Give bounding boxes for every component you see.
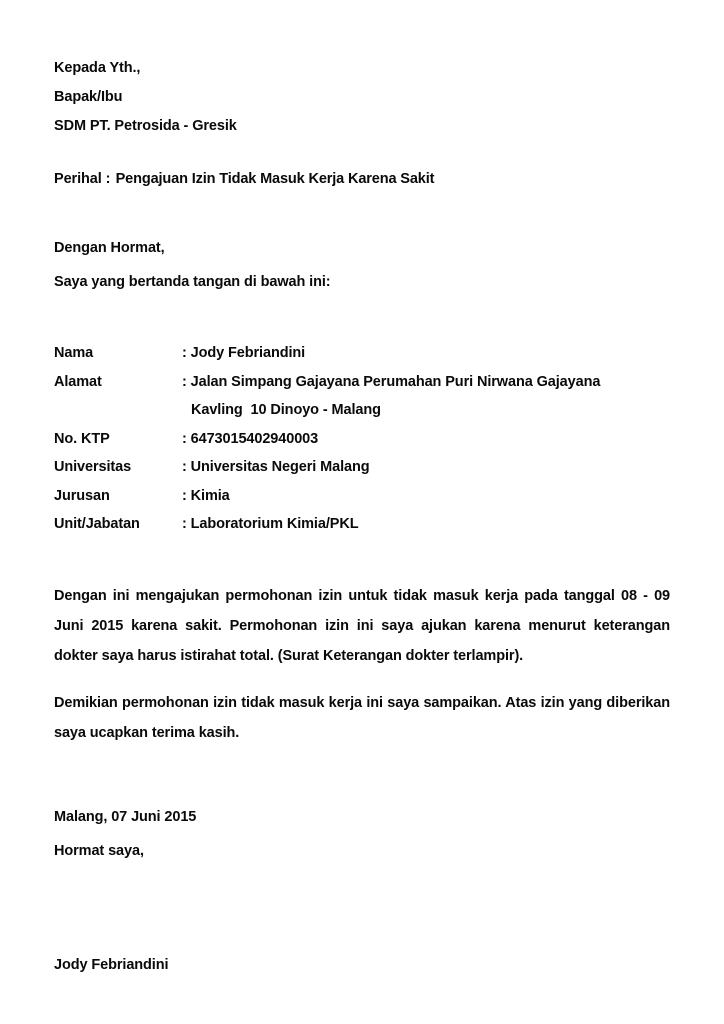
salutation: Dengan Hormat, <box>54 240 165 256</box>
table-row <box>54 482 670 511</box>
addressee-block <box>54 54 670 141</box>
identity-table-body <box>54 339 670 539</box>
identity-table <box>54 339 670 539</box>
table-row <box>54 510 670 539</box>
subject-text: Pengajuan Izin Tidak Masuk Kerja Karena Sakit <box>115 171 435 187</box>
identity-value-universitas: : Universitas Negeri Malang <box>182 459 370 475</box>
closing-block <box>54 803 670 866</box>
identity-label-alamat-cont <box>54 396 182 425</box>
subject-block <box>54 170 670 188</box>
subject-label: Perihal : <box>54 171 115 187</box>
table-row <box>54 368 670 397</box>
identity-value-unit-jabatan: : Laboratorium Kimia/PKL <box>182 516 359 532</box>
identity-label-jurusan: Jurusan <box>54 487 110 504</box>
identity-value-alamat: : Jalan Simpang Gajayana Perumahan Puri Nirwana Gajayana <box>182 373 601 390</box>
signature-name: Jody Febriandini <box>54 956 169 973</box>
table-row <box>54 396 670 425</box>
identity-value-alamat-cont: Kavling 10 Dinoyo - Malang <box>191 402 381 418</box>
identity-value-nama: : Jody Febriandini <box>182 345 306 361</box>
identity-value-no-ktp: : 6473015402940003 <box>182 430 319 447</box>
body-paragraph-2: Demikian permohonan izin tidak masuk kerja ini saya sampaikan. Atas izin yang diberikan saya ucapkan terima kasih. <box>54 694 670 741</box>
identity-label-alamat: Alamat <box>54 373 102 390</box>
identity-label-nama: Nama <box>54 345 94 361</box>
table-row <box>54 453 670 482</box>
addressee-line-3: SDM PT. Petrosida - Gresik <box>54 118 237 134</box>
regards: Hormat saya, <box>54 842 144 859</box>
place-date: Malang, 07 Juni 2015 <box>54 808 197 825</box>
identity-label-no-ktp: No. KTP <box>54 430 110 447</box>
identity-label-universitas: Universitas <box>54 459 132 475</box>
letter-content <box>54 54 670 980</box>
identity-label-unit-jabatan: Unit/Jabatan <box>54 516 140 532</box>
body-paragraph-1: Dengan ini mengajukan permohonan izin untuk tidak masuk kerja pada tanggal 08 - 09 Juni 2015 karena sakit. Permohonan izin ini saya ajukan karena menurut keterangan dokter saya harus istirahat total. (Surat Keterangan dokter terlampir). <box>54 587 670 664</box>
greeting-intro: Saya yang bertanda tangan di bawah ini: <box>54 274 331 290</box>
table-row <box>54 425 670 454</box>
identity-value-jurusan: : Kimia <box>182 487 230 504</box>
table-row <box>54 339 670 368</box>
addressee-line-2: Bapak/Ibu <box>54 89 123 105</box>
greeting-block <box>54 234 670 297</box>
addressee-line-1: Kepada Yth., <box>54 60 141 76</box>
